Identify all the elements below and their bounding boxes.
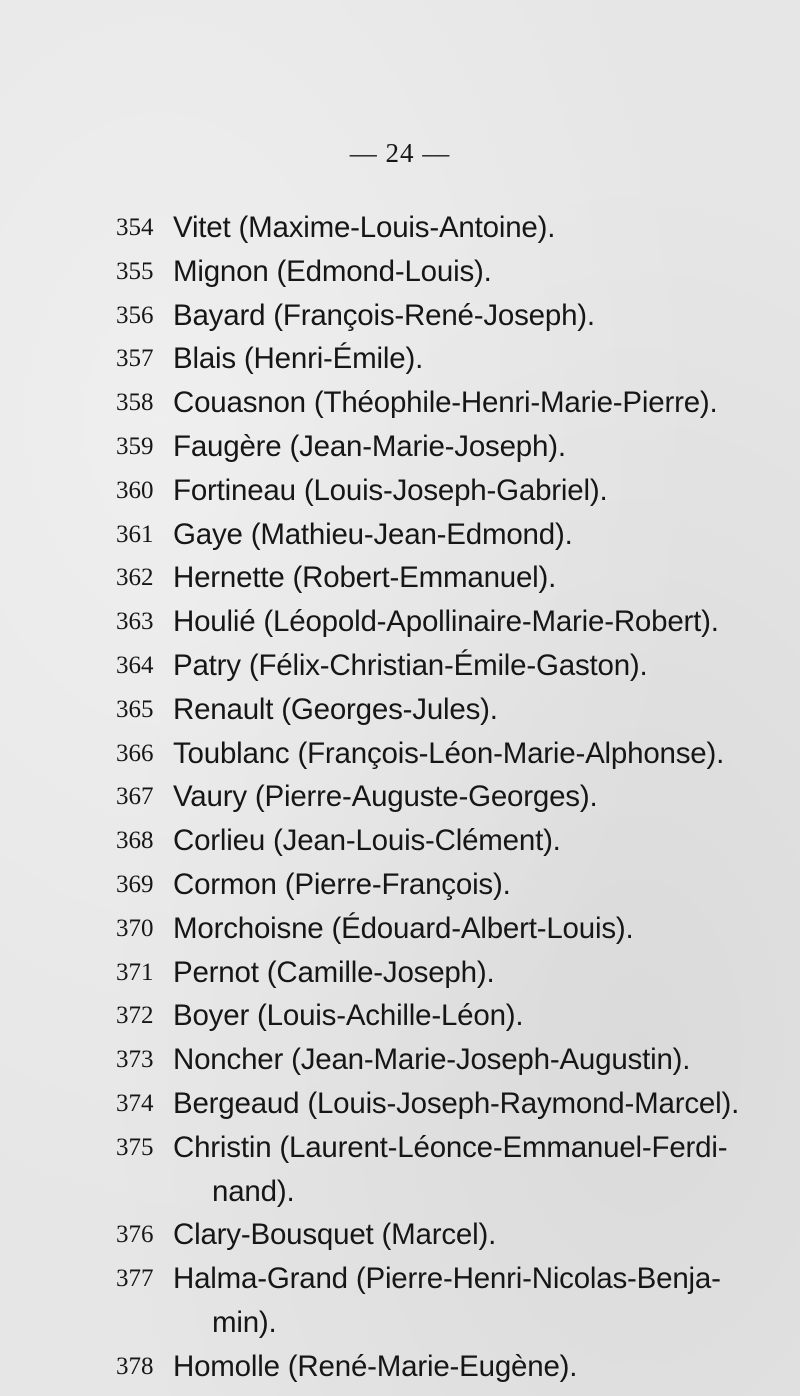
entry-name: Morchoisne (Édouard-Albert-Louis). — [173, 911, 634, 945]
entry-number: 359 — [116, 432, 154, 460]
entry-list — [0, 206, 800, 1389]
entry-name: Houlié (Léopold-Apollinaire-Marie-Robert). — [173, 605, 719, 639]
entry-name: Noncher (Jean-Marie-Joseph-Augustin). — [173, 1043, 691, 1077]
list-item-continuation — [0, 1170, 800, 1214]
list-item — [0, 644, 800, 688]
list-item — [0, 907, 800, 951]
entry-name: Clary-Bousquet (Marcel). — [173, 1218, 497, 1252]
entry-name: Pernot (Camille-Joseph). — [173, 955, 495, 989]
list-item — [0, 819, 800, 863]
entry-number: 377 — [116, 1265, 154, 1293]
entry-name: Faugère (Jean-Marie-Joseph). — [173, 429, 566, 463]
list-item — [0, 1257, 800, 1301]
entry-number: 378 — [116, 1352, 154, 1380]
list-item — [0, 1038, 800, 1082]
list-item-continuation — [0, 1301, 800, 1345]
list-item — [0, 775, 800, 819]
entry-name: Halma-Grand (Pierre-Henri-Nicolas-Benja- — [173, 1262, 721, 1296]
page-number: — 24 — — [349, 138, 451, 168]
entry-name: Toublanc (François-Léon-Marie-Alphonse). — [173, 736, 725, 770]
entry-number: 374 — [116, 1089, 154, 1117]
list-item — [0, 994, 800, 1038]
entry-number: 375 — [116, 1133, 154, 1161]
entry-number: 371 — [116, 958, 154, 986]
entry-number: 365 — [116, 695, 154, 723]
entry-number: 376 — [116, 1221, 154, 1249]
entry-number: 364 — [116, 651, 154, 679]
entry-number: 354 — [116, 214, 154, 241]
entry-number: 358 — [116, 389, 154, 417]
entry-name: Boyer (Louis-Achille-Léon). — [173, 999, 524, 1033]
entry-name: Blais (Henri-Émile). — [173, 342, 424, 376]
entry-number: 357 — [116, 345, 154, 373]
list-item — [0, 425, 800, 469]
entry-name: Renault (Georges-Jules). — [173, 692, 498, 726]
list-item — [0, 1082, 800, 1126]
entry-number: 368 — [116, 827, 154, 855]
entry-number: 361 — [116, 520, 154, 548]
entry-number: 369 — [116, 870, 154, 898]
entry-name: Bayard (François-René-Joseph). — [173, 298, 595, 332]
entry-name: Hernette (Robert-Emmanuel). — [173, 561, 557, 595]
entry-name: Bergeaud (Louis-Joseph-Raymond-Marcel). — [173, 1086, 740, 1120]
entry-number: 370 — [116, 914, 154, 942]
entry-name: Vaury (Pierre-Auguste-Georges). — [173, 780, 598, 814]
entry-name: Christin (Laurent-Léonce-Emmanuel-Ferdi- — [173, 1130, 728, 1164]
entry-number: 373 — [116, 1046, 154, 1074]
list-item — [0, 1126, 800, 1170]
entry-name: Corlieu (Jean-Louis-Clément). — [173, 824, 561, 858]
list-item — [0, 337, 800, 381]
list-item — [0, 600, 800, 644]
list-item — [0, 951, 800, 995]
list-item — [0, 294, 800, 338]
list-item — [0, 513, 800, 557]
list-item — [0, 250, 800, 294]
entry-name: Mignon (Edmond-Louis). — [173, 254, 492, 288]
list-item — [0, 732, 800, 776]
entry-name: Vitet (Maxime-Louis-Antoine). — [173, 211, 556, 244]
list-item — [0, 381, 800, 425]
entry-number: 356 — [116, 301, 154, 329]
entry-number: 355 — [116, 257, 154, 285]
entry-name: Cormon (Pierre-François). — [173, 867, 511, 901]
entry-number: 372 — [116, 1002, 154, 1030]
entry-number: 366 — [116, 739, 154, 767]
entry-name: min). — [212, 1305, 277, 1339]
list-item — [0, 1213, 800, 1257]
entry-name: Patry (Félix-Christian-Émile-Gaston). — [173, 648, 648, 682]
entry-name: Gaye (Mathieu-Jean-Edmond). — [173, 517, 573, 551]
entry-number: 363 — [116, 608, 154, 636]
entry-number: 367 — [116, 783, 154, 811]
list-item — [0, 556, 800, 600]
list-item — [0, 206, 800, 250]
entry-name: Couasnon (Théophile-Henri-Marie-Pierre). — [173, 386, 718, 420]
list-item — [0, 1345, 800, 1389]
list-item — [0, 688, 800, 732]
entry-number: 360 — [116, 476, 154, 504]
entry-name: Homolle (René-Marie-Eugène). — [173, 1349, 578, 1383]
list-item — [0, 469, 800, 513]
entry-number: 362 — [116, 564, 154, 592]
entry-name: Fortineau (Louis-Joseph-Gabriel). — [173, 473, 608, 507]
list-item — [0, 863, 800, 907]
entry-name: nand). — [212, 1174, 295, 1208]
